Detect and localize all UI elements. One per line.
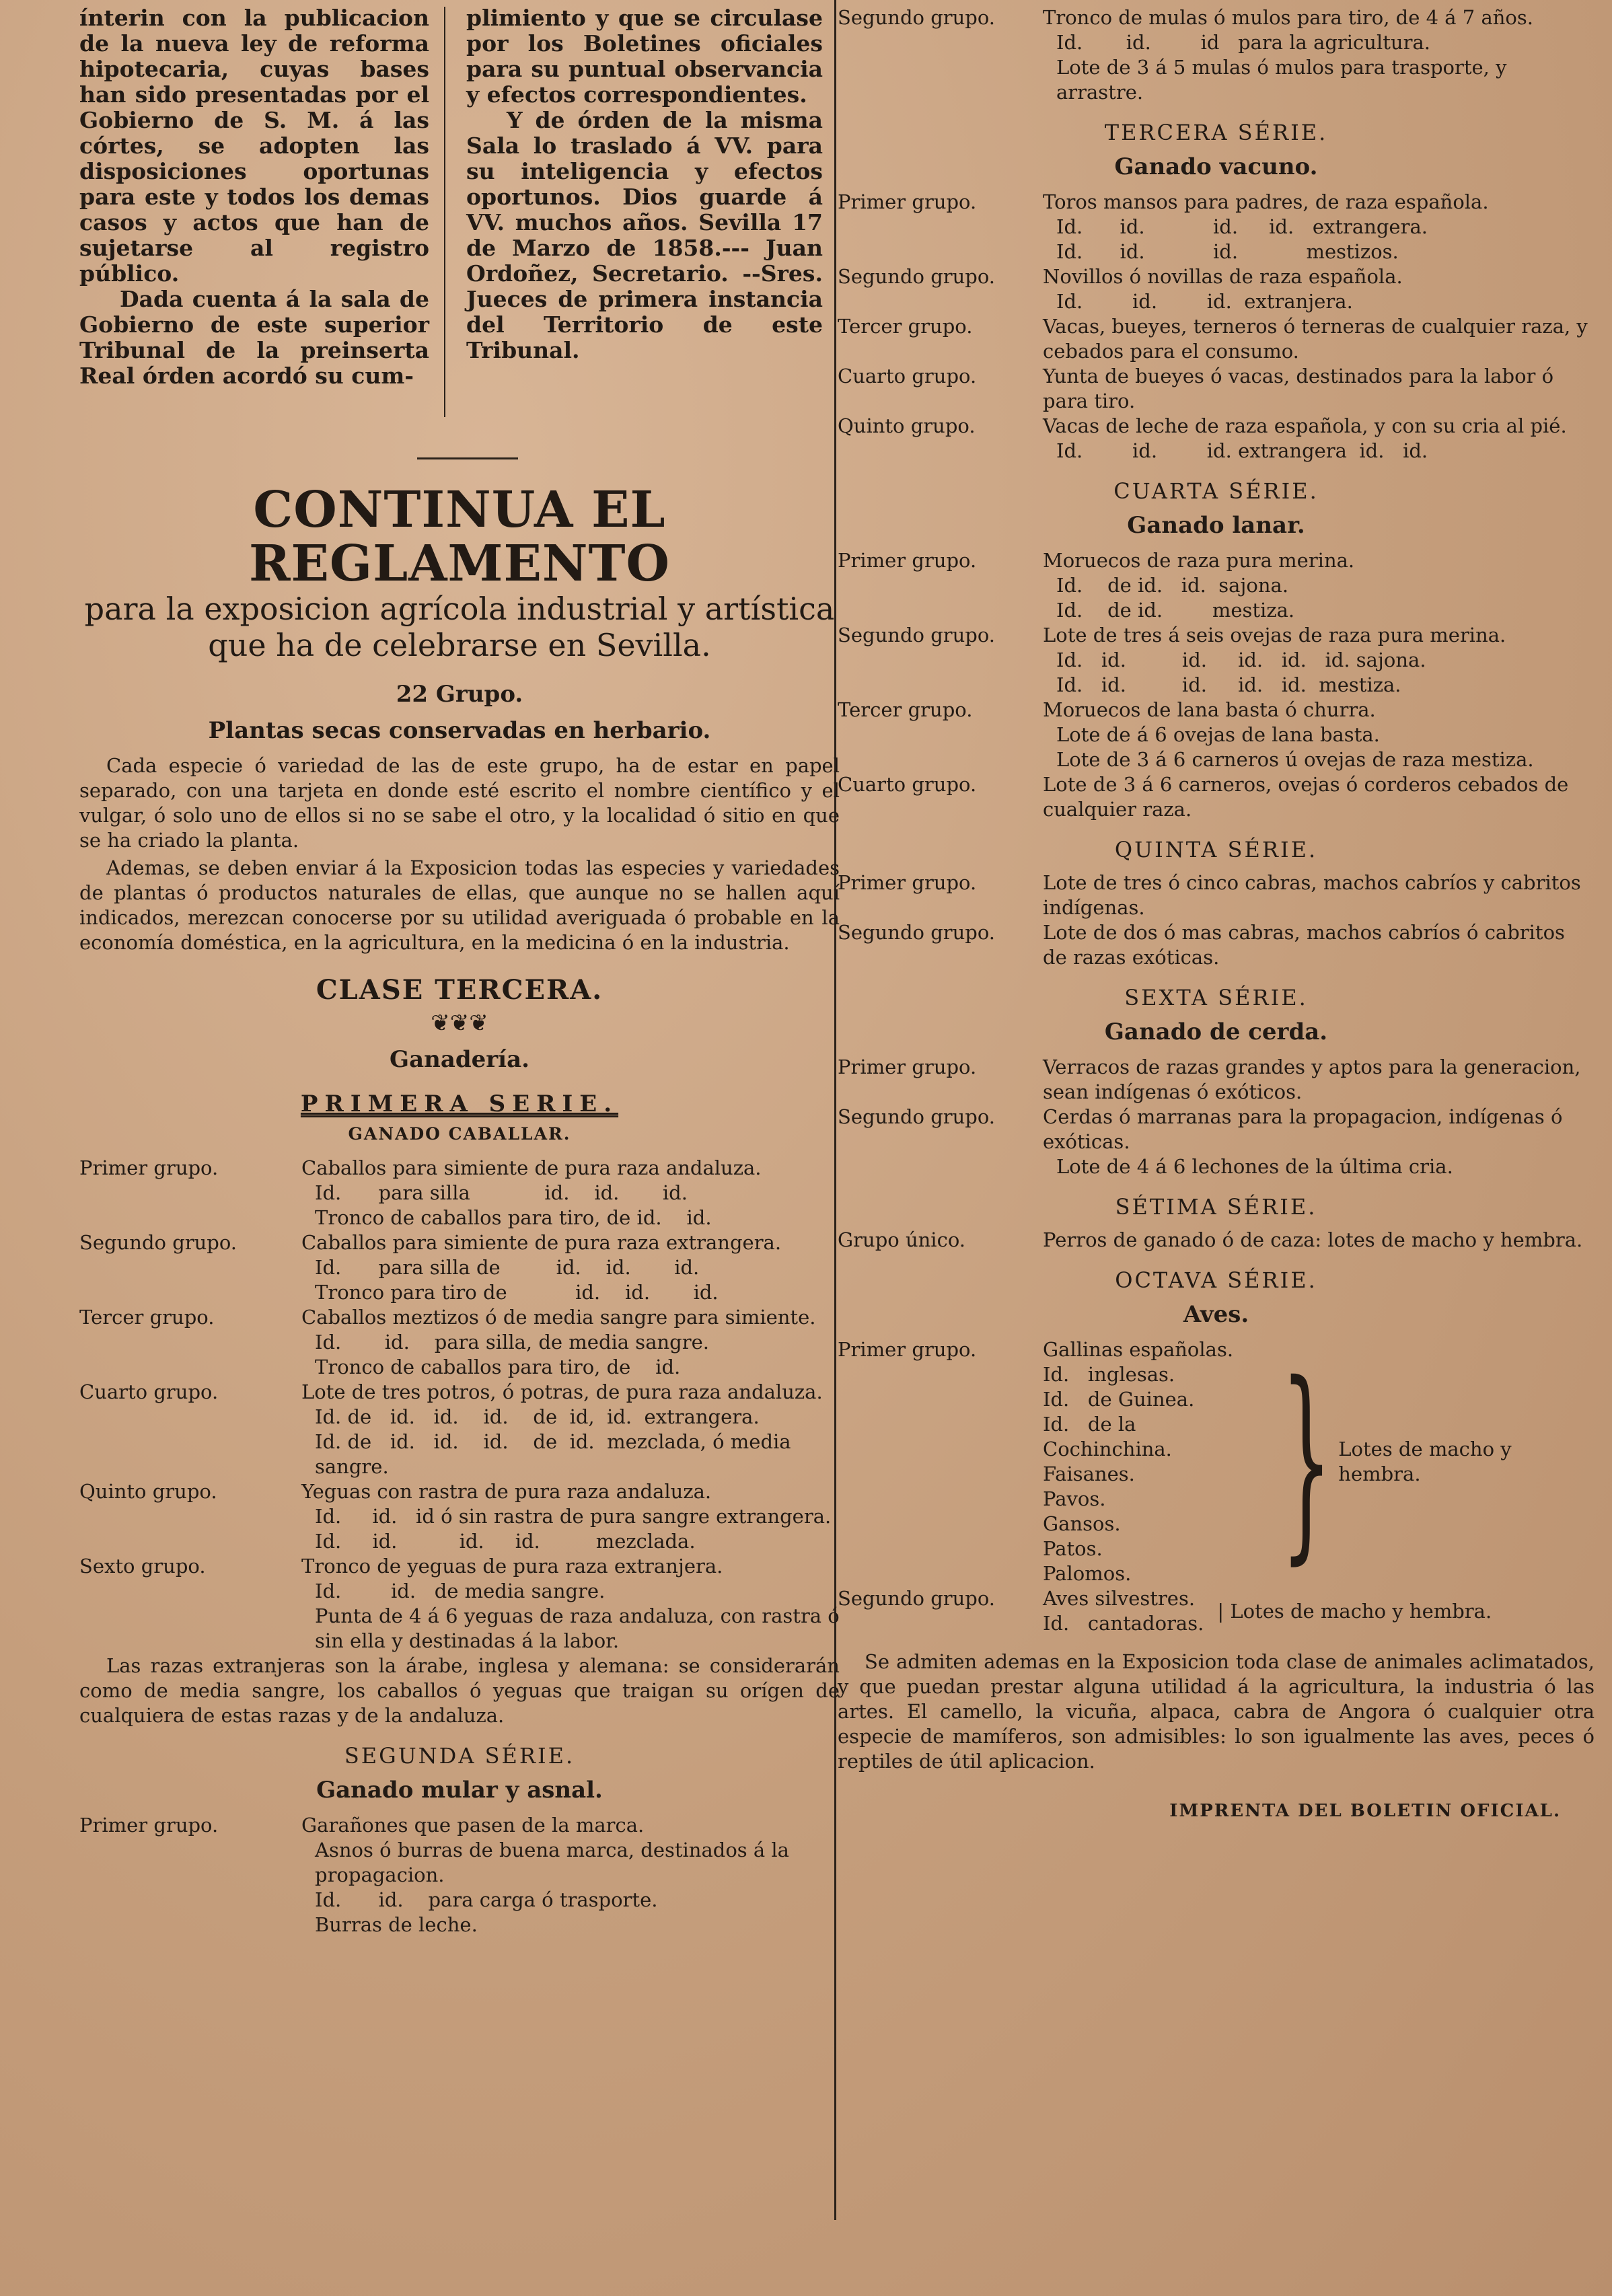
grupo-lines: [1043, 548, 1595, 623]
grupo-line: Tronco de mulas ó mulos para tiro, de 4 á 7 años.: [1043, 6, 1533, 29]
aves-segundo-list: [1043, 1586, 1204, 1636]
setima-serie-list: [838, 1228, 1595, 1253]
grupo-row: [838, 920, 1595, 970]
grupo-lines: [1043, 772, 1595, 822]
ave-item: Pavos.: [1043, 1487, 1106, 1510]
clase-subheading: Ganadería.: [390, 1046, 529, 1073]
quinta-serie-list: [838, 871, 1595, 970]
grupo-row: [838, 871, 1595, 920]
grupo-row: [79, 1380, 840, 1479]
intro-block: [79, 5, 840, 422]
page-subtitle: para la exposicion agrícola industrial y artística que ha de celebrarse en Sevilla.: [84, 591, 835, 663]
grupo-lines: [301, 1156, 840, 1230]
primera-serie-heading: PRIMERA SERIE.: [300, 1090, 619, 1117]
octava-serie-heading: OCTAVA SÉRIE.: [1115, 1267, 1317, 1293]
grupo22-p2: Ademas, se deben enviar á la Exposicion todas las especies y variedades de plantas ó productos naturales de ellas, que aunque no se hallen aquí indicados, merezcan conocerse por su utilidad averiguada ó probable en la economía doméstica, en la agricultura, en la medicina ó en la industria.: [79, 856, 840, 954]
tercera-serie-list: [838, 190, 1595, 464]
grupo-lines: [1043, 1105, 1595, 1179]
grupo-row: [838, 364, 1595, 414]
brace-icon: }: [1280, 1340, 1333, 1584]
grupo-line: Id. id. id. id. id. id. sajona.: [1056, 649, 1426, 671]
grupo-row: [79, 1479, 840, 1554]
segunda-serie-list: [79, 1813, 840, 1937]
grupo-row: [79, 1230, 840, 1305]
grupo-line: Id. id. id para la agricultura.: [1056, 31, 1430, 54]
grupo-label: Tercer grupo.: [838, 698, 973, 721]
grupo-line: Id. para silla id. id. id.: [315, 1181, 688, 1204]
octava-serie-subheading: Aves.: [1183, 1301, 1249, 1328]
grupo-label: Primer grupo.: [838, 871, 977, 894]
grupo-row: [838, 698, 1595, 772]
grupo-line: Id. id. id. id. mezclada.: [315, 1530, 696, 1553]
ave-item: Id. inglesas.: [1043, 1363, 1175, 1386]
ave-item: Gallinas españolas.: [1043, 1338, 1234, 1361]
grupo-row: [838, 314, 1595, 364]
cuarta-serie-subheading: Ganado lanar.: [1127, 512, 1305, 539]
brace-small-icon: |: [1217, 1599, 1224, 1623]
ave-item: Id. de Guinea.: [1043, 1388, 1195, 1411]
sexta-serie-list: [838, 1055, 1595, 1179]
ave-item: Aves silvestres.: [1043, 1587, 1196, 1610]
grupo-label: Cuarto grupo.: [79, 1380, 219, 1403]
grupo-lines: [1043, 264, 1595, 314]
grupo-line: Id. id. id. id. id. mestiza.: [1056, 673, 1401, 696]
grupo-lines: [301, 1813, 840, 1937]
tercera-serie-subheading: Ganado vacuno.: [1114, 153, 1318, 180]
cuarta-serie-list: [838, 548, 1595, 822]
intro-right: [466, 5, 823, 363]
ave-item: Faisanes.: [1043, 1462, 1135, 1485]
grupo-row: [838, 1228, 1595, 1253]
grupo-line: Id. id. de media sangre.: [315, 1580, 606, 1602]
grupo-line: Lote de tres á seis ovejas de raza pura merina.: [1043, 624, 1506, 646]
grupo-line: Caballos para simiente de pura raza andaluza.: [301, 1156, 762, 1179]
grupo-line: Id. de id. id. id. de id. mezclada, ó media sangre.: [315, 1430, 797, 1478]
grupo-line: Yunta de bueyes ó vacas, destinados para la labor ó para tiro.: [1043, 365, 1560, 412]
closing-paragraph: Se admiten ademas en la Exposicion toda clase de animales aclimatados, y que puedan prestar alguna utilidad á la agricultura, la industria ó las artes. El camello, la vicuña, alpaca, cabra de Angora ó cualquier otra especie de mamíferos, son admisibles: lo son igualmente las aves, peces ó reptiles de útil aplicacion.: [838, 1650, 1595, 1773]
aves-primer-note-text: Lotes de macho y hembra.: [1338, 1438, 1512, 1485]
ave-item: Id. de la Cochinchina.: [1043, 1413, 1172, 1460]
grupo-lines: [301, 1305, 840, 1380]
grupo-label: Segundo grupo.: [838, 265, 996, 288]
grupo-line: Tronco de caballos para tiro, de id. id.: [315, 1206, 712, 1229]
grupo-lines: [1043, 314, 1595, 364]
grupo-lines: [1043, 1228, 1595, 1253]
grupo-line: Moruecos de lana basta ó churra.: [1043, 698, 1376, 721]
grupo-line: Tronco de yeguas de pura raza extranjera.: [301, 1555, 723, 1578]
grupo-row: [838, 623, 1595, 698]
page-title: CONTINUA EL REGLAMENTO: [248, 481, 671, 593]
grupo-label: Quinto grupo.: [79, 1480, 217, 1503]
grupo-lines: [301, 1230, 840, 1305]
quinta-serie-heading: QUINTA SÉRIE.: [1114, 837, 1318, 862]
grupo-line: Vacas, bueyes, terneros ó terneras de cualquier raza, y cebados para el consumo.: [1043, 315, 1595, 363]
segunda-serie-heading: SEGUNDA SÉRIE.: [344, 1743, 575, 1769]
grupo-label: Sexto grupo.: [79, 1555, 206, 1578]
grupo-label: Cuarto grupo.: [838, 365, 977, 387]
aves-primer-grupo: [838, 1337, 1595, 1586]
grupo-line: Caballos meztizos ó de media sangre para simiente.: [301, 1306, 816, 1329]
grupo-line: Punta de 4 á 6 yeguas de raza andaluza, con rastra ó sin ella y destinadas á la labor.: [315, 1604, 846, 1652]
grupo-row: [838, 5, 1595, 105]
grupo-line: Asnos ó burras de buena marca, destinados á la propagacion.: [315, 1839, 796, 1886]
intro-left: [79, 5, 429, 389]
primera-note: Las razas extranjeras son la árabe, inglesa y alemana: se considerarán como de media sangre, los caballos ó yeguas que traigan su orígen de cualquiera de estas razas y de la andaluza.: [79, 1654, 840, 1727]
grupo-row: [79, 1554, 846, 1654]
imprint-footer: IMPRENTA DEL BOLETIN OFICIAL.: [1169, 1801, 1561, 1821]
grupo-line: Id. id. para carga ó trasporte.: [315, 1888, 658, 1911]
grupo-line: Tronco de caballos para tiro, de id.: [315, 1356, 681, 1378]
grupo-row: [838, 1105, 1595, 1179]
aves-primer-body: [1043, 1337, 1595, 1586]
grupo-label: Cuarto grupo.: [838, 773, 977, 796]
grupo-line: Id. id. id. id. extrangera.: [1056, 215, 1428, 238]
grupo-lines: [1043, 190, 1595, 264]
grupo-label: Tercer grupo.: [838, 315, 973, 338]
grupo-line: Vacas de leche de raza española, y con su cria al pié.: [1043, 414, 1567, 437]
tercera-serie-heading: TERCERA SÉRIE.: [1104, 120, 1328, 145]
grupo-line: Id. de id. id. id. de id, id. extrangera.: [315, 1405, 760, 1428]
grupo-row: [79, 1305, 840, 1380]
ornament-icon: ❦❦❦: [431, 1010, 488, 1037]
grupo-row: [838, 548, 1595, 623]
aves-segundo-note: [1204, 1586, 1492, 1636]
grupo-lines: [1043, 414, 1595, 464]
grupo-lines: [1043, 698, 1595, 772]
grupo-label: Segundo grupo.: [838, 6, 996, 29]
primera-serie-list: [79, 1156, 846, 1654]
ave-item: Id. cantadoras.: [1043, 1612, 1204, 1635]
grupo-row: [79, 1813, 840, 1937]
grupo-row: [838, 264, 1595, 314]
grupo-row: [838, 772, 1595, 822]
sexta-serie-heading: SEXTA SÉRIE.: [1124, 985, 1308, 1010]
left-column: [79, 5, 846, 1937]
aves-segundo-label: Segundo grupo.: [838, 1587, 996, 1610]
grupo-label: Primer grupo.: [79, 1814, 219, 1837]
grupo-row: [838, 190, 1595, 264]
grupo22-p1: Cada especie ó variedad de las de este grupo, ha de estar en papel separado, con una tarjeta en donde esté escrito el nombre científico y el vulgar, ó solo uno de ellos si no se sabe el otro, y la localidad ó sitio en que se ha criado la planta.: [79, 754, 840, 852]
grupo-line: Garañones que pasen de la marca.: [301, 1814, 645, 1837]
grupo-line: Lote de á 6 ovejas de lana basta.: [1056, 723, 1380, 746]
grupo-row: [838, 414, 1595, 464]
grupo-line: Lote de 3 á 5 mulas ó mulos para trasporte, y arrastre.: [1056, 56, 1513, 104]
grupo-label: Primer grupo.: [838, 1056, 977, 1078]
grupo-label: Grupo único.: [838, 1228, 965, 1251]
aves-primer-label: Primer grupo.: [838, 1338, 977, 1361]
grupo-line: Perros de ganado ó de caza: lotes de macho y hembra.: [1043, 1228, 1583, 1251]
grupo-line: Toros mansos para padres, de raza española.: [1043, 190, 1489, 213]
segundo-grupo-mular: [838, 5, 1595, 105]
primera-serie-subheading: GANADO CABALLAR.: [348, 1124, 571, 1144]
grupo-row: [79, 1156, 840, 1230]
grupo-lines: [1043, 920, 1595, 970]
grupo-lines: [1043, 623, 1595, 698]
sexta-serie-subheading: Ganado de cerda.: [1104, 1019, 1328, 1045]
grupo-line: Lote de tres ó cinco cabras, machos cabríos y cabritos indígenas.: [1043, 871, 1587, 919]
grupo-label: Primer grupo.: [838, 190, 977, 213]
grupo-label: Primer grupo.: [79, 1156, 219, 1179]
grupo-label: Segundo grupo.: [79, 1231, 237, 1254]
aves-primer-list: [1043, 1337, 1268, 1586]
intro-left-p1: ínterin con la publicacion de la nueva ley de reforma hipotecaria, cuyas bases han sido presentadas por el Gobierno de S. M. á las córtes, se adopten las disposiciones oportunas para este y todos los demas casos y actos que han de sujetarse al registro público.: [79, 5, 429, 287]
grupo-line: Lote de dos ó mas cabras, machos cabríos ó cabritos de razas exóticas.: [1043, 921, 1572, 969]
grupo-line: Id. id. id. mestizos.: [1056, 240, 1399, 263]
grupo-line: Novillos ó novillas de raza española.: [1043, 265, 1403, 288]
intro-right-p1: plimiento y que se circulase por los Boletines oficiales para su puntual observancia y efectos correspondientes.: [466, 5, 823, 108]
cuarta-serie-heading: CUARTA SÉRIE.: [1113, 478, 1319, 504]
grupo-line: Lote de 4 á 6 lechones de la última cria.: [1056, 1155, 1453, 1178]
aves-segundo-grupo: [838, 1586, 1595, 1636]
intro-right-p2: Y de órden de la misma Sala lo traslado á VV. para su inteligencia y efectos oportunos. Dios guarde á VV. muchos años. Sevilla 17 de Marzo de 1858.--- Juan Ordoñez, Secretario. --Sres. Jueces de primera instancia del Territorio de este Tribunal.: [466, 107, 823, 363]
grupo22-subheading: Plantas secas conservadas en herbario.: [208, 717, 711, 744]
grupo-lines: [301, 1479, 840, 1554]
ave-item: Palomos.: [1043, 1562, 1132, 1585]
grupo-line: Cerdas ó marranas para la propagacion, indígenas ó exóticas.: [1043, 1105, 1569, 1153]
grupo-line: Verracos de razas grandes y aptos para la generacion, sean indígenas ó exóticos.: [1043, 1056, 1587, 1103]
clase-heading: CLASE TERCERA.: [316, 974, 603, 1006]
aves-segundo-body: [1043, 1586, 1492, 1636]
grupo-line: Tronco para tiro de id. id. id.: [315, 1281, 719, 1304]
grupo-line: Lote de 3 á 6 carneros ú ovejas de raza mestiza.: [1056, 748, 1534, 771]
grupo22-heading: 22 Grupo.: [396, 681, 523, 708]
grupo-lines: [1043, 1055, 1595, 1105]
ave-item: Patos.: [1043, 1537, 1103, 1560]
grupo-line: Id. id. id ó sin rastra de pura sangre extrangera.: [315, 1505, 832, 1528]
grupo-line: Burras de leche.: [315, 1913, 478, 1936]
grupo-line: Lote de 3 á 6 carneros, ovejas ó corderos cebados de cualquier raza.: [1043, 773, 1575, 821]
intro-left-p2: Dada cuenta á la sala de Gobierno de este superior Tribunal de la preinserta Real órden acordó su cum-: [79, 286, 429, 389]
grupo-label: Tercer grupo.: [79, 1306, 215, 1329]
grupo-line: Caballos para simiente de pura raza extrangera.: [301, 1231, 782, 1254]
grupo-line: Lote de tres potros, ó potras, de pura raza andaluza.: [301, 1380, 823, 1403]
grupo-lines: [1043, 871, 1595, 920]
aves-segundo-note-text: Lotes de macho y hembra.: [1230, 1599, 1492, 1623]
grupo-label: Segundo grupo.: [838, 921, 996, 944]
grupo-lines: [1043, 364, 1595, 414]
grupo-line: Id. id. id. extranjera.: [1056, 290, 1353, 313]
ave-item: Gansos.: [1043, 1512, 1121, 1535]
grupo-lines: [301, 1380, 840, 1479]
grupo-line: Yeguas con rastra de pura raza andaluza.: [301, 1480, 712, 1503]
grupo-label: Quinto grupo.: [838, 414, 976, 437]
grupo-row: [838, 1055, 1595, 1105]
grupo-label: Segundo grupo.: [838, 624, 996, 646]
grupo-lines: [1043, 5, 1595, 105]
grupo-label: Primer grupo.: [838, 549, 977, 572]
grupo-line: Id. id. para silla, de media sangre.: [315, 1331, 709, 1354]
segunda-serie-subheading: Ganado mular y asnal.: [316, 1777, 603, 1804]
grupo-line: Id. id. id. extrangera id. id.: [1056, 439, 1428, 462]
grupo-lines: [301, 1554, 846, 1654]
grupo-line: Id. de id. id. sajona.: [1056, 574, 1289, 597]
grupo-label: Segundo grupo.: [838, 1105, 996, 1128]
grupo-line: Id. para silla de id. id. id.: [315, 1256, 700, 1279]
aves-primer-note: [1268, 1337, 1595, 1586]
right-column: [838, 5, 1595, 1821]
grupo-line: Moruecos de raza pura merina.: [1043, 549, 1355, 572]
setima-serie-heading: SÉTIMA SÉRIE.: [1115, 1194, 1317, 1220]
grupo-line: Id. de id. mestiza.: [1056, 599, 1295, 622]
